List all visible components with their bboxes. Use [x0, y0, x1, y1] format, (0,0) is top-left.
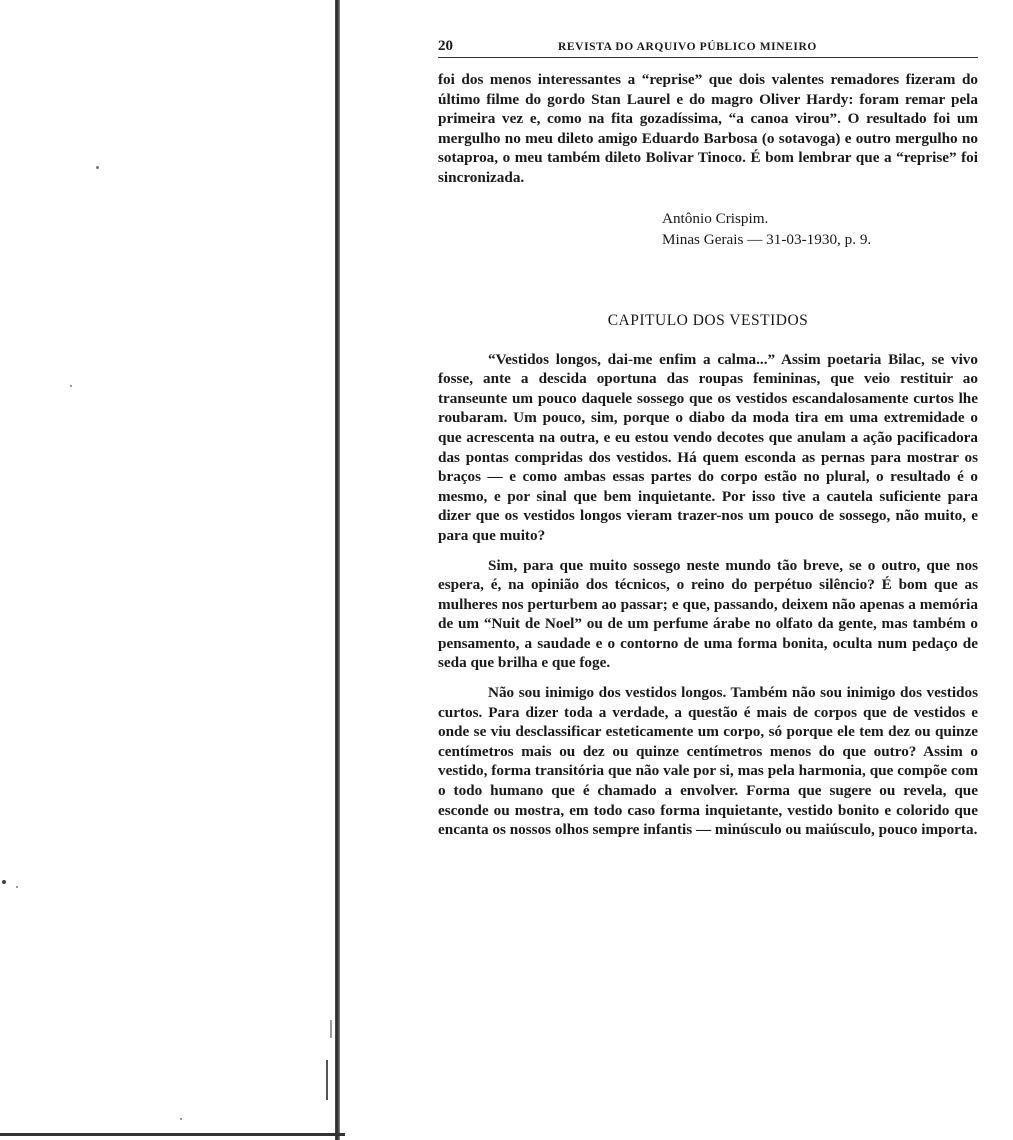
page-gutter	[335, 0, 340, 1140]
signature-author: Antônio Crispim.	[662, 209, 769, 227]
scan-speck	[70, 385, 72, 387]
section-title: CAPITULO DOS VESTIDOS	[607, 311, 809, 329]
scan-mark	[330, 1020, 332, 1038]
body-paragraph: Sim, para que muito sossego neste mundo tão breve, se o outro, que nos espera, é, na opinião dos técnicos, o reino do perpétuo silêncio? É bom que as mulheres nos perturbem ao passar; e que, passando, deixem não apenas a memória de um “Nuit de Noel” ou de um perfume árabe no olfato da gente, mas também o pensamento, a saudade e o contorno de uma forma bonita, oculta num pedaço de seda que brilha e que foge.	[438, 556, 978, 672]
signature-source: Minas Gerais — 31-03-1930, p. 9.	[662, 230, 872, 248]
signature-block	[662, 208, 978, 250]
document-page	[438, 38, 978, 840]
running-title: REVISTA DO ARQUIVO PÚBLICO MINEIRO	[558, 41, 817, 53]
intro-paragraph: foi dos menos interessantes a “reprise” que dois valentes remadores fizeram do último filme do gordo Stan Laurel e do magro Oliver Hardy: foram remar pela primeira vez e, como na fita gozadíssima, “a canoa virou”. O resultado foi um mergulho no meu dileto amigo Eduardo Barbosa (o sotavoga) e outro mergulho no sotaproa, o meu também dileto Bolivar Tinoco. É bom lembrar que a “reprise” foi sincronizada.	[438, 71, 978, 186]
scan-speck	[96, 166, 99, 169]
scan-mark	[326, 1060, 328, 1100]
page-header	[438, 38, 978, 58]
body-paragraph: Não sou inimigo dos vestidos longos. Também não sou inimigo dos vestidos curtos. Para dizer toda a verdade, a questão é mais de corpos que de vestidos e onde se viu desclassificar esteticamente um corpo, só porque ele tem dez ou quinze centímetros mais ou dez ou quinze centímetros menos do que outro? Assim o vestido, forma transitória que não vale por si, mas pela harmonia, que compõe com o todo humano que é chamado a envolver. Forma que sugere ou revela, que esconde ou mostra, em todo caso forma inquietante, vestido bonito e colorido que encanta os nossos olhos sempre infantis — minúsculo ou maiúsculo, pouco importa.	[438, 684, 978, 839]
scan-speck	[2, 880, 6, 884]
scan-speck	[16, 886, 18, 888]
body-paragraph: “Vestidos longos, dai-me enfim a calma...” Assim poetaria Bilac, se vivo fosse, ante a descida oportuna das roupas femininas, que veio restituir ao transeunte um pouco daquele sossego que os vestidos escandalosamente curtos lhe roubaram. Um pouco, sim, porque o diabo da moda tira em uma extremidade o que acrescenta na outra, e eu estou vendo decotes que anulam a ação pacificadora das pontas compridas dos vestidos. Há quem esconda as pernas para mostrar os braços — e como ambas essas partes do corpo estão no plural, o resultado é o mesmo, e por sinal que bem inquietante. Por isso tive a cautela suficiente para dizer que os vestidos longos vieram trazer-nos um pouco de sossego, não muito, e para que muito?	[438, 350, 978, 544]
bottom-rule	[0, 1133, 345, 1136]
facing-page-margin	[0, 0, 335, 1140]
page-number: 20	[438, 38, 453, 54]
scan-speck	[180, 1118, 182, 1120]
